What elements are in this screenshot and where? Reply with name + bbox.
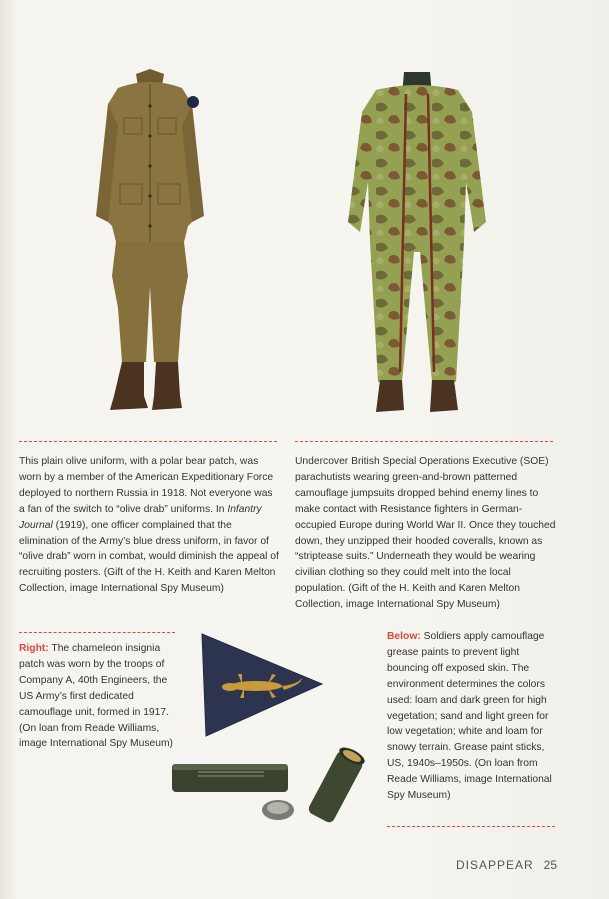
page-footer <box>456 858 557 872</box>
chameleon-caption-text: The chameleon insignia patch was worn by the troops of Company A, 40th Engineers, the US Army’s first dedicated camouflage unit, formed in 1917. (On loan from Reade Williams, image International Spy Museum) <box>19 643 173 750</box>
grease-paint-caption-divider <box>387 826 555 827</box>
caption-divider-right <box>295 441 553 442</box>
ww1-caption-text-b: (1919), one officer complained that the elimination of the Army’s blue dress uniform, in favor of “olive drab” worn in combat, would diminish the appeal of recruiting posters. (Gift of the H. Keith and Karen Melton Collection, image International Spy Museum) <box>19 519 279 595</box>
chameleon-insignia-patch-image <box>198 632 326 740</box>
right-lead: Right: <box>19 643 49 654</box>
infantry-journal-title: Infantry Journal <box>19 503 262 531</box>
chameleon-caption-divider <box>19 632 175 633</box>
grease-paint-caption <box>387 629 559 804</box>
ww1-olive-uniform-image <box>88 66 213 422</box>
ww1-uniform-caption <box>19 454 281 597</box>
below-lead: Below: <box>387 631 421 642</box>
chameleon-patch-caption <box>19 641 183 752</box>
soe-jumpsuit-caption <box>295 454 557 613</box>
section-name: DISAPPEAR <box>455 858 534 872</box>
soe-camouflage-jumpsuit-image <box>346 72 488 424</box>
grease-paint-sticks-image <box>168 746 372 826</box>
page-number: 25 <box>543 858 557 872</box>
soe-caption-text: Undercover British Special Operations Executive (SOE) parachutists wearing green-and-brown patterned camouflage jumpsuits dropped behind enemy lines to make contact with Resistance fighters in German-occupied Europe during World War II. Once they touched down, they unzipped their hooded coveralls, known as “striptease suits.” Underneath they would be wearing civilian clothing so they could melt into the local population. (Gift of the H. Keith and Karen Melton Collection, image International Spy Museum) <box>295 456 556 611</box>
grease-paint-caption-text: Soldiers apply camouflage grease paints to prevent light bouncing off exposed skin. The environment determines the colors used: loam and dark green for high vegetation; sand and light green for low vegetation; white and loam for snowy terrain. Grease paint sticks, US, 1940s–1950s. (On loan from Reade Williams, image International Spy Museum) <box>387 631 552 802</box>
ww1-caption-text-a: This plain olive uniform, with a polar bear patch, was worn by a member of the American Expeditionary Force deployed to northern Russia in 1918. Not everyone was a fan of the switch to “olive drab” uniforms. In <box>19 456 274 515</box>
caption-divider-left <box>19 441 277 442</box>
